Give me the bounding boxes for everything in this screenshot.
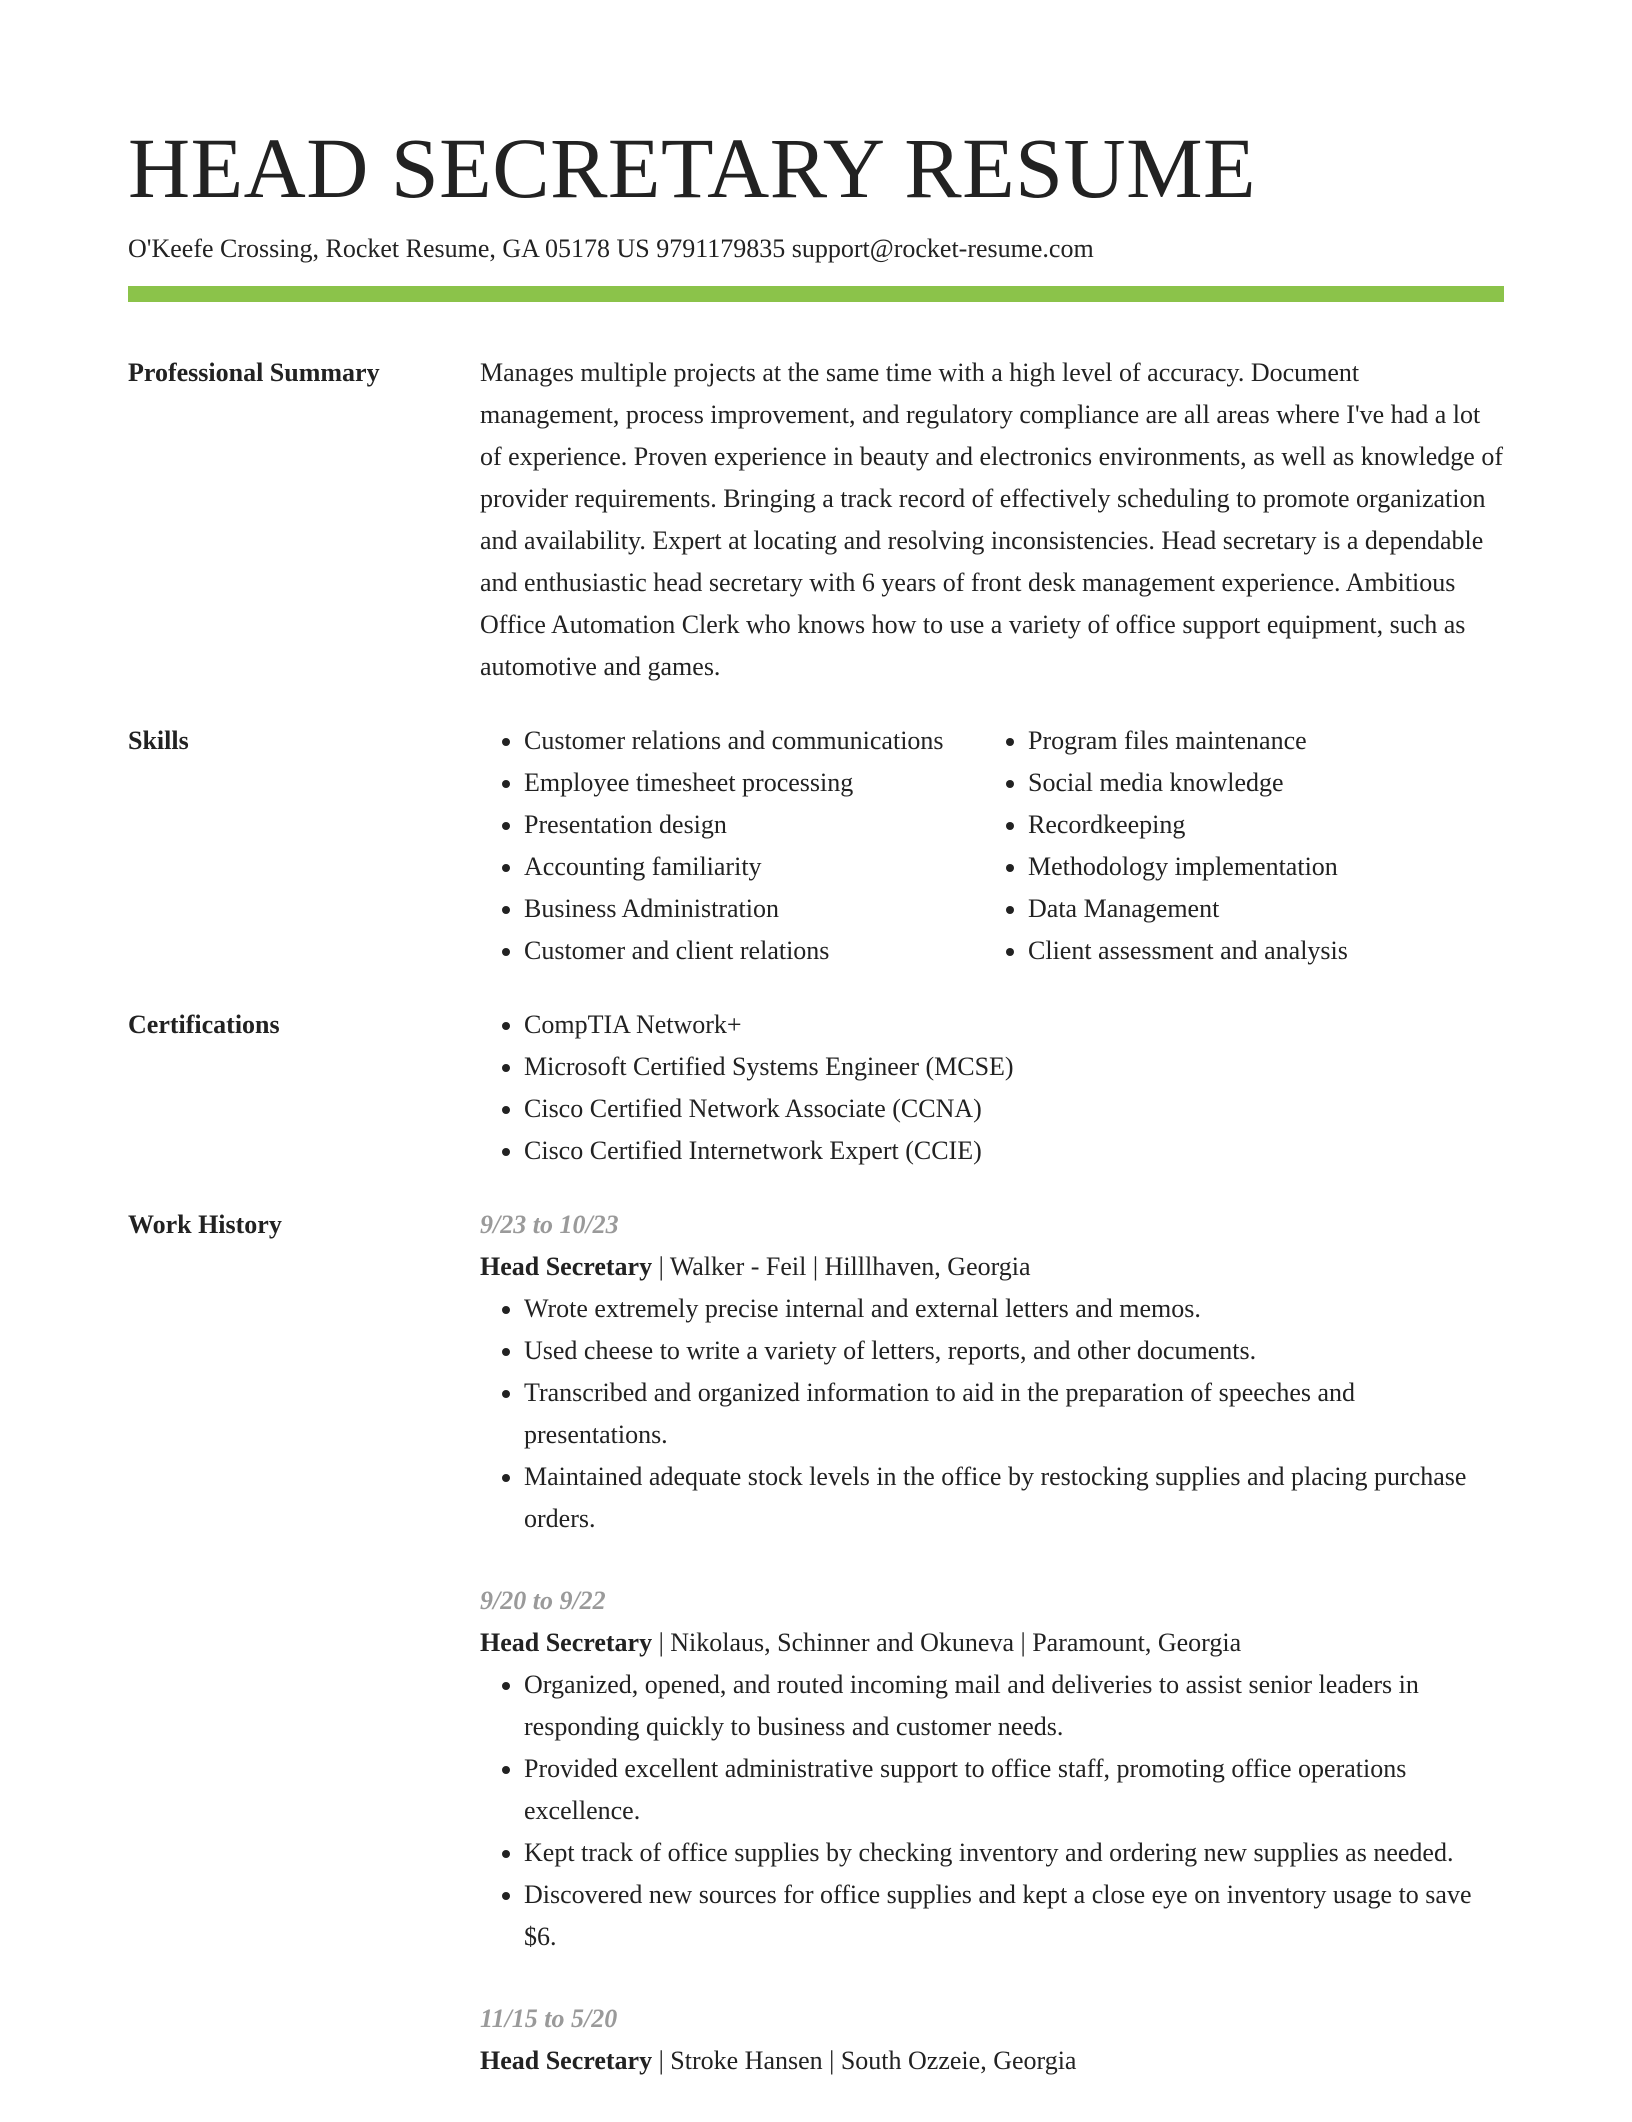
skill-item: • Employee timesheet processing bbox=[524, 762, 984, 804]
job-bullet: • Discovered new sources for office supplies and kept a close eye on inventory usage to save $6. bbox=[524, 1874, 1504, 1958]
job-heading bbox=[480, 2040, 1504, 2082]
job-title: Head Secretary bbox=[480, 1252, 653, 1281]
job-bullet: • Transcribed and organized information to aid in the preparation of speeches and presentations. bbox=[524, 1372, 1504, 1456]
resume-page bbox=[128, 0, 1504, 2122]
skills-list-left bbox=[480, 720, 984, 972]
job-entry bbox=[480, 1204, 1504, 1540]
job-bullet: • Maintained adequate stock levels in the office by restocking supplies and placing purchase orders. bbox=[524, 1456, 1504, 1540]
skill-item: • Program files maintenance bbox=[1028, 720, 1504, 762]
skills-section bbox=[128, 720, 1504, 972]
summary-text: Manages multiple projects at the same time with a high level of accuracy. Document management, process improvement, and regulatory compliance are all areas where I've had a lot of experience. Proven experience in beauty and electronics environments, as well as knowledge of provider requirements. Bringing a track record of effectively scheduling to promote organization and availability. Expert at locating and resolving inconsistencies. Head secretary is a dependable and enthusiastic head secretary with 6 years of front desk management experience. Ambitious Office Automation Clerk who knows how to use a variety of office support equipment, such as automotive and games. bbox=[480, 358, 1504, 681]
job-bullet: • Wrote extremely precise internal and external letters and memos. bbox=[524, 1288, 1504, 1330]
section-label-skills: Skills bbox=[128, 726, 189, 755]
skill-item: • Social media knowledge bbox=[1028, 762, 1504, 804]
certification-item: • CompTIA Network+ bbox=[524, 1004, 1504, 1046]
job-bullet: • Provided excellent administrative support to office staff, promoting office operations excellence. bbox=[524, 1748, 1504, 1832]
work-history-section bbox=[128, 1204, 1504, 2122]
section-label-summary: Professional Summary bbox=[128, 358, 380, 387]
job-title: Head Secretary bbox=[480, 2046, 653, 2075]
skill-item: • Customer relations and communications bbox=[524, 720, 984, 762]
contact-line: O'Keefe Crossing, Rocket Resume, GA 05178 US 9791179835 support@rocket-resume.com bbox=[128, 234, 1094, 263]
job-details: | Walker - Feil | Hilllhaven, Georgia bbox=[652, 1252, 1031, 1281]
job-entry bbox=[480, 1998, 1504, 2082]
job-dates: 9/20 to 9/22 bbox=[480, 1586, 606, 1615]
certification-item: • Microsoft Certified Systems Engineer (MCSE) bbox=[524, 1046, 1504, 1088]
job-bullets bbox=[480, 1664, 1504, 1958]
skill-item: • Data Management bbox=[1028, 888, 1504, 930]
job-bullet: • Kept track of office supplies by checking inventory and ordering new supplies as needed. bbox=[524, 1832, 1504, 1874]
skill-item: • Methodology implementation bbox=[1028, 846, 1504, 888]
job-details: | Nikolaus, Schinner and Okuneva | Paramount, Georgia bbox=[652, 1628, 1242, 1657]
job-dates: 11/15 to 5/20 bbox=[480, 2004, 618, 2033]
section-label-work-history: Work History bbox=[128, 1210, 282, 1239]
certifications-section bbox=[128, 1004, 1504, 1172]
certifications-list bbox=[480, 1004, 1504, 1172]
skill-item: • Presentation design bbox=[524, 804, 984, 846]
section-label-certifications: Certifications bbox=[128, 1010, 280, 1039]
header-divider bbox=[128, 286, 1504, 302]
job-bullets bbox=[480, 1288, 1504, 1540]
skill-item: • Customer and client relations bbox=[524, 930, 984, 972]
job-bullet: • Used cheese to write a variety of letters, reports, and other documents. bbox=[524, 1330, 1504, 1372]
skill-item: • Accounting familiarity bbox=[524, 846, 984, 888]
job-dates: 9/23 to 10/23 bbox=[480, 1210, 619, 1239]
job-heading bbox=[480, 1246, 1504, 1288]
job-details: | Stroke Hansen | South Ozzeie, Georgia bbox=[652, 2046, 1077, 2075]
certification-item: • Cisco Certified Network Associate (CCNA) bbox=[524, 1088, 1504, 1130]
job-entry bbox=[480, 1580, 1504, 1958]
certification-item: • Cisco Certified Internetwork Expert (CCIE) bbox=[524, 1130, 1504, 1172]
resume-title: HEAD SECRETARY RESUME bbox=[128, 120, 1257, 216]
job-title: Head Secretary bbox=[480, 1628, 653, 1657]
skills-list-right bbox=[984, 720, 1504, 972]
skill-item: • Business Administration bbox=[524, 888, 984, 930]
skill-item: • Recordkeeping bbox=[1028, 804, 1504, 846]
skill-item: • Client assessment and analysis bbox=[1028, 930, 1504, 972]
job-bullet: • Organized, opened, and routed incoming mail and deliveries to assist senior leaders in responding quickly to business and customer needs. bbox=[524, 1664, 1504, 1748]
job-heading bbox=[480, 1622, 1504, 1664]
professional-summary-section bbox=[128, 352, 1504, 688]
